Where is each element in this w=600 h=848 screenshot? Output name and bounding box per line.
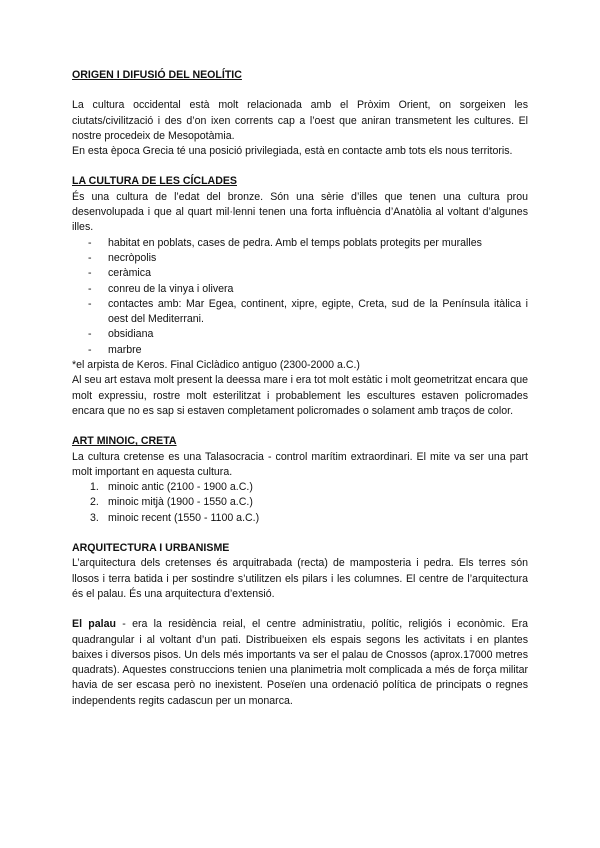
list-text: minoic antic (2100 - 1900 a.C.) (108, 481, 253, 494)
list-number: 1. (90, 481, 99, 494)
dash-list (72, 236, 528, 358)
paragraph: És una cultura de l’edat del bronze. Són una sèrie d’illes que tenen una cultura prou desenvolupada i que al quart mil·lenni tenen una forta influència d’Anatòlia al voltant d’algunes illes. (72, 190, 528, 234)
numbered-list (72, 480, 528, 526)
section-heading-ciclades: LA CULTURA DE LES CÍCLADES (72, 175, 237, 188)
paragraph: La cultura cretense es una Talasocracia - control marítim extraordinari. El mite va ser una part molt important en aquesta cultura. (72, 450, 528, 478)
note: *el arpista de Keros. Final Ciclàdico antiguo (2300-2000 a.C.) (72, 359, 360, 372)
section-heading-minoic: ART MINOIC, CRETA (72, 435, 177, 448)
list-text: minoic mitjà (1900 - 1550 a.C.) (108, 496, 253, 509)
section-heading-arquitectura: ARQUITECTURA I URBANISME (72, 542, 230, 555)
paragraph: Al seu art estava molt present la deessa mare i era tot molt estàtic i molt geometritzat encara que molt expressiu, rostre molt esterilitzat i probablement les escultures estaven policromades encara que no es sap si estaven completament policromades o solament amb traços de color. (72, 374, 528, 417)
palau-label: El palau (72, 618, 116, 631)
list-item: - obsidiana (72, 327, 528, 342)
paragraph: L’arquitectura dels cretenses és arquitrabada (recta) de mamposteria i pedra. Els terres són llosos i terra batida i per sostindre s’utilitzen els pilars i les columnes. El centre de l’arquitectura és el palau. És una arquitectura d’extensió. (72, 557, 528, 600)
list-item: - necròpolis (72, 251, 528, 266)
paragraph-palau (72, 617, 528, 709)
list-item (72, 480, 528, 495)
paragraph: En esta època Grecia té una posició privilegiada, està en contacte amb tots els nous territoris. (72, 145, 513, 158)
list-item (72, 511, 528, 526)
list-number: 3. (90, 511, 99, 524)
list-item: - habitat en poblats, cases de pedra. Amb el temps poblats protegits per muralles (72, 236, 528, 251)
section-heading-neolitic: ORIGEN I DIFUSIÓ DEL NEOLÍTIC (72, 69, 242, 81)
list-item: - marbre (72, 343, 528, 358)
paragraph: La cultura occidental està molt relacionada amb el Pròxim Orient, on sorgeixen les ciutats/civilització i des d’on ixen corrents cap a l’oest que aniran transmetent les cultures. El nostre procedeix de Mesopotàmia. (72, 99, 528, 142)
palau-text: - era la residència reial, el centre administratiu, polític, religiós i econòmic. Era quadrangular i al voltant d’un pati. Distribueixen els espais segons les activitats i en plantes baixes i diversos pisos. Un dels més importants va ser el palau de Cnossos (aprox.17000 metres quadrats). Aquestes construccions tenien una planimetria molt complicada a més de força militar havia de ser escasa però no inexistent. Poseïen una ordenació política de principats o regnes independents regits cadascun per un monarca. (72, 618, 528, 707)
list-number: 2. (90, 496, 99, 509)
document-page (72, 68, 528, 709)
list-item: - ceràmica (72, 266, 528, 281)
list-text: minoic recent (1550 - 1100 a.C.) (108, 511, 260, 524)
list-item: - conreu de la vinya i olivera (72, 282, 528, 297)
list-item: - contactes amb: Mar Egea, continent, xipre, egipte, Creta, sud de la Península itàlica i oest del Mediterrani. (72, 297, 528, 328)
list-item (72, 495, 528, 510)
